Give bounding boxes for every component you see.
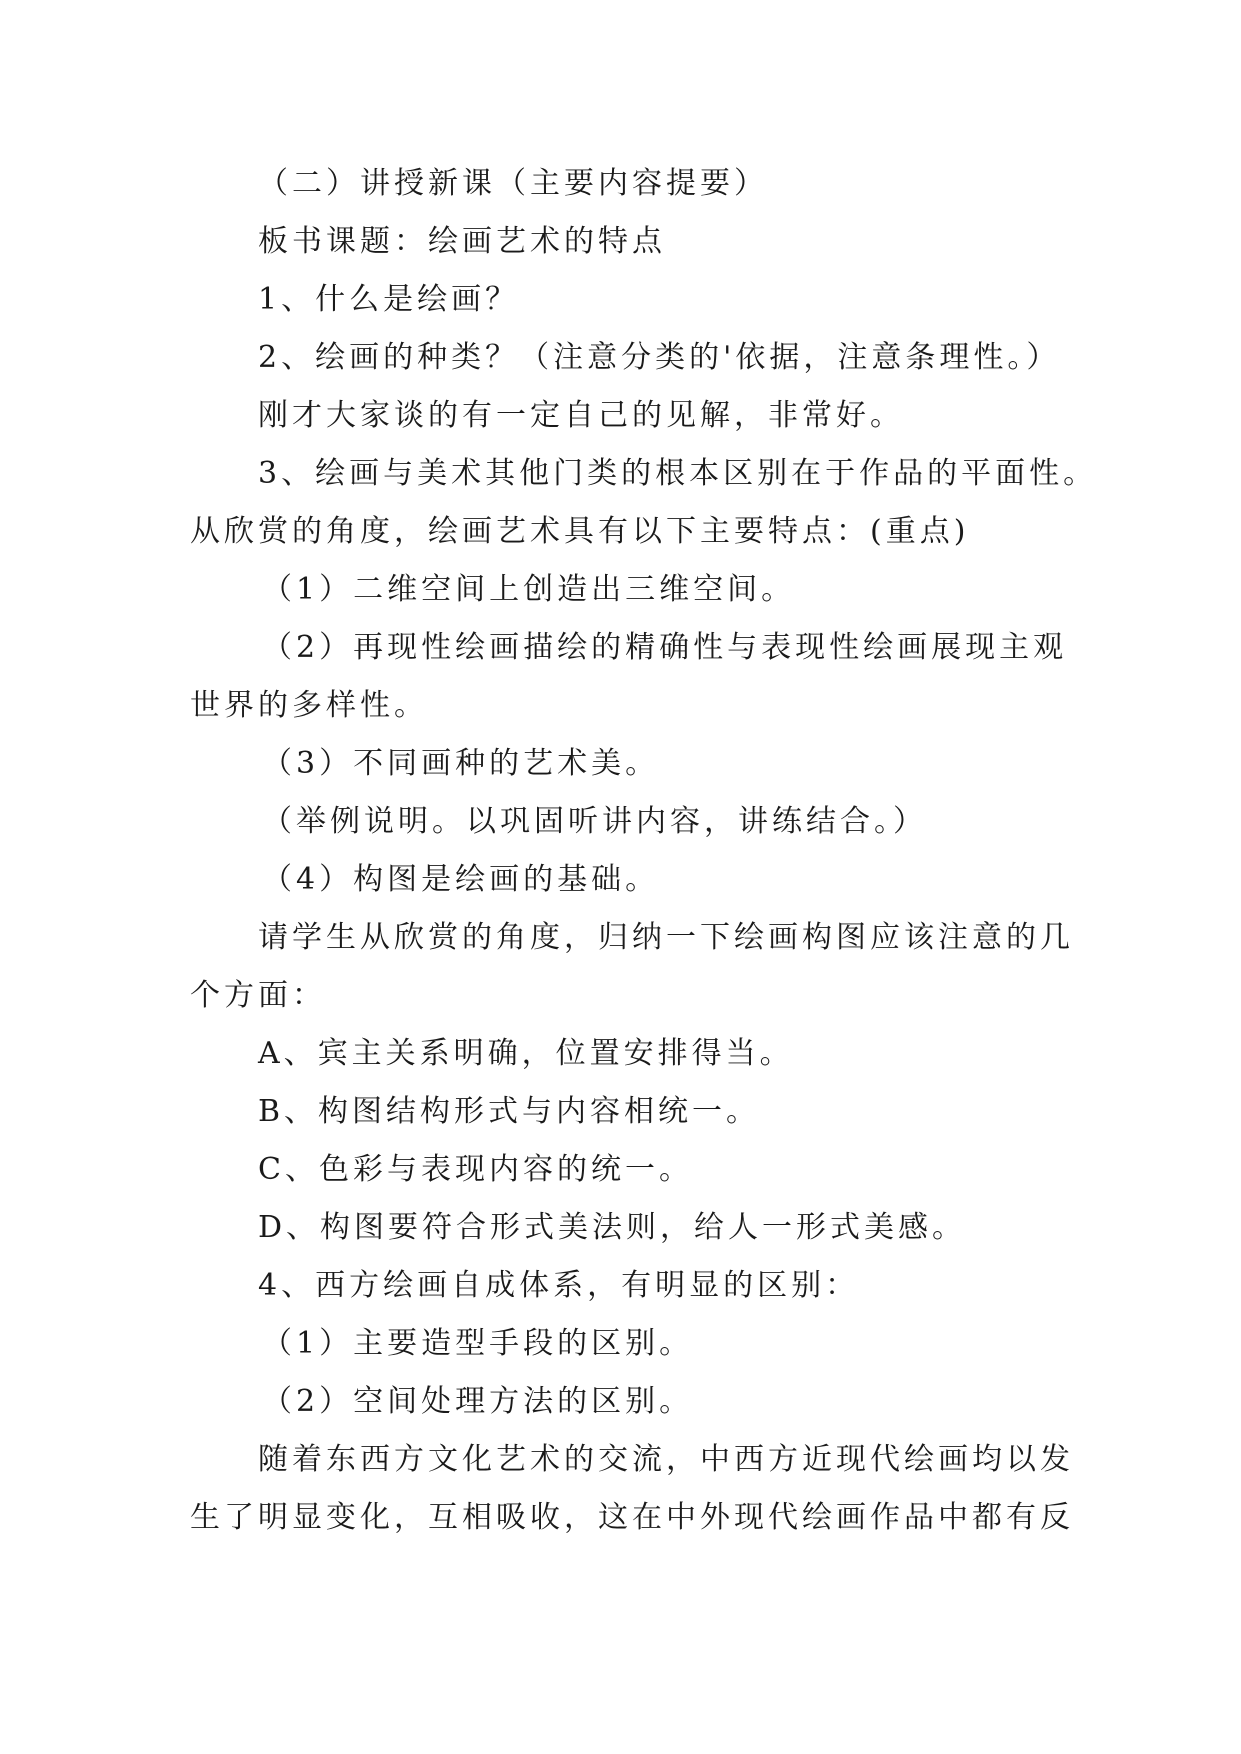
paragraph-line: （4）构图是绘画的基础。 <box>262 862 660 897</box>
lesson-title: 板书课题：绘画艺术的特点 <box>258 224 666 259</box>
paragraph-line: （举例说明。以巩固听讲内容，讲练结合。） <box>262 804 927 839</box>
paragraph-line: （1）主要造型手段的区别。 <box>262 1326 694 1361</box>
paragraph-line: 1、什么是绘画？ <box>258 282 520 317</box>
paragraph-line: 刚才大家谈的有一定自己的见解，非常好。 <box>258 398 904 433</box>
paragraph-line: 从欣赏的角度，绘画艺术具有以下主要特点：(重点) <box>190 514 970 549</box>
paragraph-line: 2、绘画的种类？（注意分类的'依据，注意条理性。） <box>258 340 1061 375</box>
paragraph-line: （1）二维空间上创造出三维空间。 <box>262 572 796 607</box>
paragraph-line: C、色彩与表现内容的统一。 <box>258 1152 693 1187</box>
paragraph-line: 世界的多样性。 <box>190 688 428 723</box>
section-heading: （二）讲授新课（主要内容提要） <box>258 166 768 201</box>
paragraph-line: （3）不同画种的艺术美。 <box>262 746 660 781</box>
paragraph-line: （2）空间处理方法的区别。 <box>262 1384 694 1419</box>
paragraph-line: 生了明显变化，互相吸收，这在中外现代绘画作品中都有反 <box>190 1500 1074 1535</box>
paragraph-line: 个方面： <box>190 978 326 1013</box>
paragraph-line: 4、西方绘画自成体系，有明显的区别： <box>258 1268 860 1303</box>
paragraph-line: D、构图要符合形式美法则，给人一形式美感。 <box>258 1210 967 1245</box>
paragraph-line: 随着东西方文化艺术的交流，中西方近现代绘画均以发 <box>258 1442 1074 1477</box>
paragraph-line: A、宾主关系明确，位置安排得当。 <box>258 1036 794 1071</box>
paragraph-line: （2）再现性绘画描绘的精确性与表现性绘画展现主观 <box>262 630 1068 665</box>
paragraph-line: 请学生从欣赏的角度，归纳一下绘画构图应该注意的几 <box>258 920 1074 955</box>
paragraph-line: B、构图结构形式与内容相统一。 <box>258 1094 761 1129</box>
paragraph-line: 3、绘画与美术其他门类的根本区别在于作品的平面性。 <box>258 456 1098 491</box>
